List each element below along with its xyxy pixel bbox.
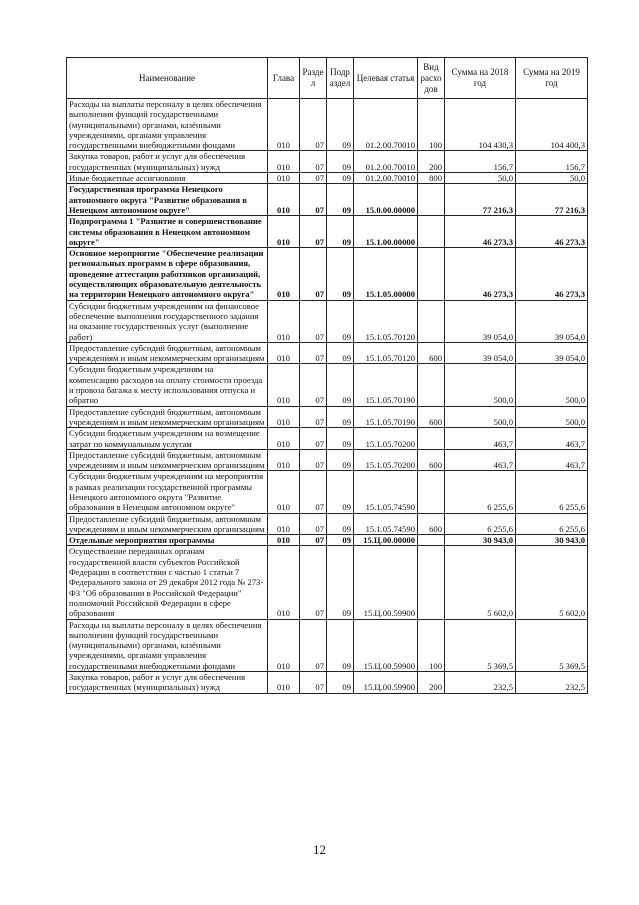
cell-sum2018: 30 943,0 [445, 535, 516, 546]
cell-sum2019: 463,7 [516, 428, 588, 450]
cell-glava: 010 [268, 406, 300, 428]
cell-razdel: 07 [300, 672, 327, 694]
cell-razdel: 07 [300, 535, 327, 546]
cell-name: Субсидии бюджетным учреждениям на компенсацию расходов на оплату стоимости проезда и провоза багажа к месту использования отпуска и обратно [67, 364, 268, 406]
cell-name: Основное мероприятие "Обеспечение реализации региональных программ в сфере образования, проведение аттестации работников организаций, осуществляющих образовательную деятельность на территории Ненецкого автономного округа" [67, 248, 268, 300]
table-row [67, 151, 588, 173]
cell-sum2018: 232,5 [445, 672, 516, 694]
cell-razdel: 07 [300, 173, 327, 184]
cell-target: 15.1.05.74590 [354, 513, 418, 535]
cell-podrazdel: 09 [327, 428, 354, 450]
cell-vid: 200 [418, 672, 445, 694]
cell-sum2018: 39 054,0 [445, 342, 516, 364]
table-row [67, 672, 588, 694]
cell-sum2018: 156,7 [445, 151, 516, 173]
cell-razdel: 07 [300, 184, 327, 216]
cell-razdel: 07 [300, 99, 327, 151]
cell-razdel: 07 [300, 248, 327, 300]
header-glava: Глава [268, 58, 300, 99]
cell-razdel: 07 [300, 406, 327, 428]
table-row [67, 535, 588, 546]
cell-target: 15.0.00.00000 [354, 184, 418, 216]
table-row [67, 406, 588, 428]
cell-name: Расходы на выплаты персоналу в целях обеспечения выполнения функций государственными (муниципальными) органами, казёнными учреждениями, органами управления государственными внебюджетными фондами [67, 99, 268, 151]
cell-name: Закупка товаров, работ и услуг для обеспечения государственных (муниципальных) нужд [67, 151, 268, 173]
cell-sum2019: 6 255,6 [516, 513, 588, 535]
cell-target: 15.1.05.70120 [354, 300, 418, 342]
cell-target: 15.1.05.70120 [354, 342, 418, 364]
cell-vid [418, 300, 445, 342]
cell-sum2019: 50,0 [516, 173, 588, 184]
cell-sum2019: 500,0 [516, 364, 588, 406]
table-row [67, 342, 588, 364]
header-podrazdel: Подр аздел [327, 58, 354, 99]
cell-target: 15.Ц.00.00000 [354, 535, 418, 546]
cell-sum2018: 50,0 [445, 173, 516, 184]
cell-podrazdel: 09 [327, 535, 354, 546]
cell-podrazdel: 09 [327, 672, 354, 694]
cell-glava: 010 [268, 546, 300, 619]
cell-sum2019: 46 273,3 [516, 248, 588, 300]
cell-glava: 010 [268, 342, 300, 364]
cell-sum2018: 500,0 [445, 406, 516, 428]
cell-razdel: 07 [300, 364, 327, 406]
cell-name: Предоставление субсидий бюджетным, автономным учреждениям и иным некоммерческим организациям [67, 406, 268, 428]
cell-podrazdel: 09 [327, 364, 354, 406]
cell-sum2019: 46 273,3 [516, 216, 588, 248]
cell-razdel: 07 [300, 151, 327, 173]
cell-glava: 010 [268, 471, 300, 513]
cell-glava: 010 [268, 248, 300, 300]
header-razdel: Разде л [300, 58, 327, 99]
cell-podrazdel: 09 [327, 248, 354, 300]
cell-sum2018: 463,7 [445, 449, 516, 471]
cell-sum2019: 77 216,3 [516, 184, 588, 216]
cell-vid: 100 [418, 619, 445, 671]
cell-glava: 010 [268, 428, 300, 450]
cell-razdel: 07 [300, 619, 327, 671]
cell-podrazdel: 09 [327, 471, 354, 513]
cell-target: 01.2.00.70010 [354, 99, 418, 151]
table-row [67, 364, 588, 406]
table-body [67, 99, 588, 694]
cell-vid: 600 [418, 449, 445, 471]
cell-vid: 100 [418, 99, 445, 151]
cell-target: 15.Ц.00.59900 [354, 672, 418, 694]
cell-razdel: 07 [300, 449, 327, 471]
cell-sum2018: 6 255,6 [445, 471, 516, 513]
cell-sum2018: 46 273,3 [445, 216, 516, 248]
cell-sum2018: 77 216,3 [445, 184, 516, 216]
table-row [67, 513, 588, 535]
table-row [67, 184, 588, 216]
cell-target: 15.1.05.00000 [354, 248, 418, 300]
cell-razdel: 07 [300, 342, 327, 364]
cell-razdel: 07 [300, 216, 327, 248]
cell-glava: 010 [268, 672, 300, 694]
cell-name: Субсидии бюджетным учреждениям на финансовое обеспечение выполнения государственного задания на оказание государственных услуг (выполнение работ) [67, 300, 268, 342]
cell-vid [418, 216, 445, 248]
table-row [67, 248, 588, 300]
cell-sum2019: 156,7 [516, 151, 588, 173]
cell-name: Предоставление субсидий бюджетным, автономным учреждениям и иным некоммерческим организациям [67, 449, 268, 471]
cell-podrazdel: 09 [327, 300, 354, 342]
cell-razdel: 07 [300, 513, 327, 535]
cell-razdel: 07 [300, 300, 327, 342]
cell-sum2018: 104 430,3 [445, 99, 516, 151]
cell-target: 15.1.05.70190 [354, 364, 418, 406]
cell-target: 15.Ц.00.59900 [354, 546, 418, 619]
cell-glava: 010 [268, 173, 300, 184]
cell-sum2018: 5 369,5 [445, 619, 516, 671]
cell-podrazdel: 09 [327, 546, 354, 619]
table-row [67, 300, 588, 342]
cell-razdel: 07 [300, 471, 327, 513]
table-row [67, 546, 588, 619]
cell-podrazdel: 09 [327, 449, 354, 471]
cell-glava: 010 [268, 364, 300, 406]
cell-vid: 600 [418, 406, 445, 428]
cell-name: Предоставление субсидий бюджетным, автономным учреждениям и иным некоммерческим организациям [67, 513, 268, 535]
cell-podrazdel: 09 [327, 173, 354, 184]
table-row [67, 173, 588, 184]
cell-target: 15.1.05.70190 [354, 406, 418, 428]
cell-target: 15.1.00.00000 [354, 216, 418, 248]
cell-name: Расходы на выплаты персоналу в целях обеспечения выполнения функций государственными (муниципальными) органами, казёнными учреждениями, органами управления государственными внебюджетными фондами [67, 619, 268, 671]
cell-podrazdel: 09 [327, 184, 354, 216]
cell-vid: 200 [418, 151, 445, 173]
cell-sum2019: 6 255,6 [516, 471, 588, 513]
table-header-row [67, 58, 588, 99]
cell-name: Иные бюджетные ассигнования [67, 173, 268, 184]
cell-target: 15.1.05.74590 [354, 471, 418, 513]
cell-sum2018: 6 255,6 [445, 513, 516, 535]
cell-sum2019: 30 943,0 [516, 535, 588, 546]
cell-vid [418, 184, 445, 216]
cell-sum2018: 500,0 [445, 364, 516, 406]
cell-name: Субсидии бюджетным учреждениям на возмещение затрат по коммунальным услугам [67, 428, 268, 450]
cell-podrazdel: 09 [327, 406, 354, 428]
table-row [67, 216, 588, 248]
cell-razdel: 07 [300, 428, 327, 450]
header-sum-2019: Сумма на 2019 год [516, 58, 588, 99]
cell-glava: 010 [268, 513, 300, 535]
table-row [67, 471, 588, 513]
cell-sum2018: 463,7 [445, 428, 516, 450]
cell-sum2019: 39 054,0 [516, 342, 588, 364]
cell-glava: 010 [268, 216, 300, 248]
header-vid: Вид расхо дов [418, 58, 445, 99]
cell-sum2018: 46 273,3 [445, 248, 516, 300]
cell-vid [418, 364, 445, 406]
cell-glava: 010 [268, 151, 300, 173]
header-sum-2018: Сумма на 2018 год [445, 58, 516, 99]
header-name: Наименование [67, 58, 268, 99]
cell-vid: 600 [418, 342, 445, 364]
cell-name: Осуществление переданных органам государственной власти субъектов Российской Федерации в соответствии с частью 1 статьи 7 Федерального закона от 29 декабря 2012 года № 273-ФЗ "Об образовании в Российской Федерации" полномочий Российской Федерации в сфере образования [67, 546, 268, 619]
cell-glava: 010 [268, 184, 300, 216]
cell-sum2019: 232,5 [516, 672, 588, 694]
cell-target: 15.Ц.00.59900 [354, 619, 418, 671]
cell-podrazdel: 09 [327, 216, 354, 248]
cell-sum2019: 39 054,0 [516, 300, 588, 342]
cell-vid: 600 [418, 513, 445, 535]
table-row [67, 619, 588, 671]
cell-name: Предоставление субсидий бюджетным, автономным учреждениям и иным некоммерческим организациям [67, 342, 268, 364]
cell-vid [418, 535, 445, 546]
cell-vid: 800 [418, 173, 445, 184]
cell-name: Подпрограмма 1 "Развитие и совершенствование системы образования в Ненецком автономном округе" [67, 216, 268, 248]
cell-name: Отдельные мероприятия программы [67, 535, 268, 546]
table-row [67, 428, 588, 450]
cell-name: Субсидии бюджетным учреждениям на мероприятия в рамках реализации государственной программы Ненецкого автономного округа "Развитие образования в Ненецком автономном округе" [67, 471, 268, 513]
cell-glava: 010 [268, 619, 300, 671]
page-number: 12 [313, 842, 326, 857]
cell-glava: 010 [268, 300, 300, 342]
cell-sum2018: 5 602,0 [445, 546, 516, 619]
cell-podrazdel: 09 [327, 513, 354, 535]
header-target: Целевая статья [354, 58, 418, 99]
table-row [67, 449, 588, 471]
cell-razdel: 07 [300, 546, 327, 619]
cell-glava: 010 [268, 99, 300, 151]
cell-vid [418, 248, 445, 300]
cell-sum2019: 5 602,0 [516, 546, 588, 619]
table-row [67, 99, 588, 151]
cell-sum2019: 463,7 [516, 449, 588, 471]
cell-target: 01.2.00.70010 [354, 151, 418, 173]
cell-vid [418, 428, 445, 450]
cell-target: 15.1.05.70200 [354, 449, 418, 471]
cell-sum2019: 500,0 [516, 406, 588, 428]
cell-vid [418, 546, 445, 619]
cell-podrazdel: 09 [327, 342, 354, 364]
cell-podrazdel: 09 [327, 619, 354, 671]
cell-name: Закупка товаров, работ и услуг для обеспечения государственных (муниципальных) нужд [67, 672, 268, 694]
cell-vid [418, 471, 445, 513]
cell-target: 15.1.05.70200 [354, 428, 418, 450]
budget-table [66, 57, 588, 694]
cell-podrazdel: 09 [327, 151, 354, 173]
cell-sum2018: 39 054,0 [445, 300, 516, 342]
cell-target: 01.2.00.70010 [354, 173, 418, 184]
cell-name: Государственная программа Ненецкого автономного округа "Развитие образования в Ненецком автономном округе" [67, 184, 268, 216]
cell-sum2019: 5 369,5 [516, 619, 588, 671]
cell-podrazdel: 09 [327, 99, 354, 151]
cell-sum2019: 104 400,3 [516, 99, 588, 151]
cell-glava: 010 [268, 449, 300, 471]
cell-glava: 010 [268, 535, 300, 546]
